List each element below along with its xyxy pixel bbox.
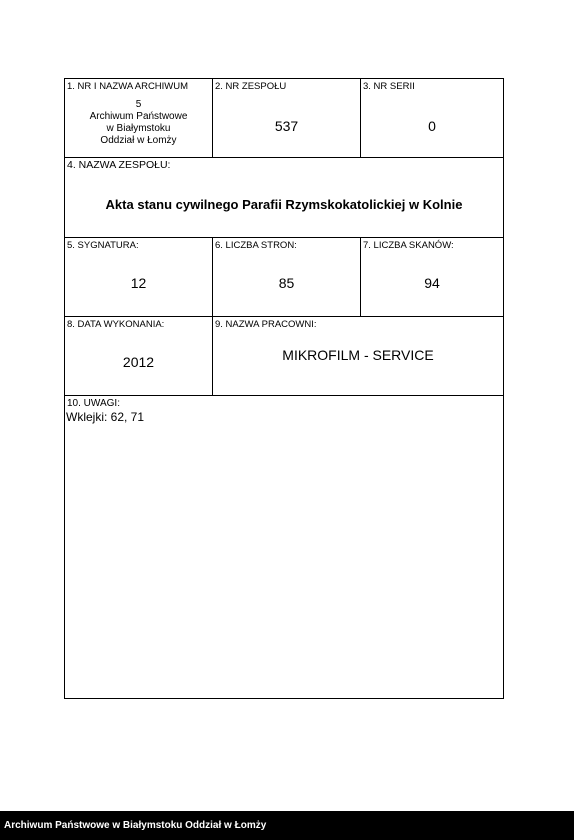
archive-label: 1. NR I NAZWA ARCHIWUM (67, 81, 189, 92)
execution-date-label: 8. DATA WYKONANIA: (67, 319, 165, 330)
execution-date-value: 2012 (122, 354, 155, 370)
page-count-value: 85 (278, 275, 295, 291)
scan-count-cell (361, 238, 503, 316)
fonds-name-cell (65, 158, 503, 237)
form-row-counts (65, 238, 503, 317)
archive-name-line-1: Archiwum Państwowe (89, 111, 188, 122)
signature-value: 12 (130, 275, 147, 291)
fonds-number-cell (213, 79, 361, 157)
form-row-execution (65, 317, 503, 396)
fonds-number-value: 537 (274, 118, 299, 134)
series-number-cell (361, 79, 503, 157)
archive-details (65, 99, 212, 147)
workshop-name-value: MIKROFILM - SERVICE (282, 347, 434, 363)
scan-count-value: 94 (424, 275, 440, 291)
signature-cell (65, 238, 213, 316)
notes-label: 10. UWAGI: (67, 398, 120, 409)
page-count-cell (213, 238, 361, 316)
form-row-archive (65, 79, 503, 158)
fonds-name-label: 4. NAZWA ZESPOŁU: (67, 159, 171, 171)
notes-value: Wklejki: 62, 71 (66, 410, 145, 424)
notes-cell (65, 396, 503, 698)
fonds-name-value: Akta stanu cywilnego Parafii Rzymskokatolickiej w Kolnie (105, 197, 463, 212)
archive-footer-bar (0, 811, 574, 840)
form-row-fonds-name (65, 158, 503, 238)
series-number-value: 0 (428, 118, 436, 134)
archive-metadata-form (64, 78, 504, 699)
archive-name-line-2: w Białymstoku (106, 123, 171, 134)
archive-number: 5 (135, 99, 142, 110)
form-row-notes (65, 396, 503, 698)
series-number-label: 3. NR SERII (363, 81, 415, 92)
signature-label: 5. SYGNATURA: (67, 240, 139, 251)
workshop-name-cell (213, 317, 503, 395)
fonds-number-label: 2. NR ZESPOŁU (215, 81, 287, 92)
archive-cell (65, 79, 213, 157)
archive-name-line-3: Oddział w Łomży (100, 135, 177, 146)
scan-count-label: 7. LICZBA SKANÓW: (363, 240, 454, 251)
workshop-name-label: 9. NAZWA PRACOWNI: (215, 319, 317, 330)
footer-text: Archiwum Państwowe w Białymstoku Oddział w Łomży (4, 820, 267, 831)
execution-date-cell (65, 317, 213, 395)
page-count-label: 6. LICZBA STRON: (215, 240, 297, 251)
